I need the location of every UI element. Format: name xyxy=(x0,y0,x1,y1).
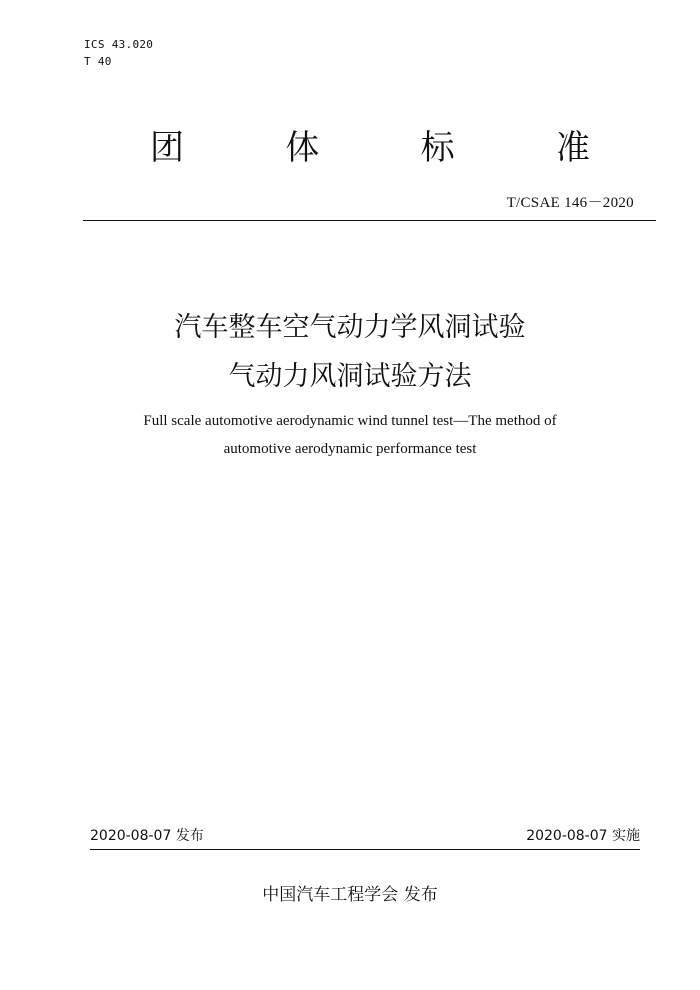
standard-type-char: 标 xyxy=(420,128,455,168)
standard-type-heading xyxy=(150,126,590,170)
standard-type-char: 准 xyxy=(555,128,590,168)
classification-codes xyxy=(84,36,153,70)
footer-divider xyxy=(90,849,640,850)
standard-number: T/CSAE 146－2020 xyxy=(506,195,634,211)
publisher: 中国汽车工程学会 发布 xyxy=(262,885,438,905)
title-zh-line2: 气动力风洞试验方法 xyxy=(228,361,472,392)
title-en-line2: automotive aerodynamic performance test xyxy=(223,441,477,457)
issue-date: 2020-08-07 发布 xyxy=(90,828,204,844)
standard-type-char: 体 xyxy=(285,128,320,168)
ccs-code: T 40 xyxy=(84,55,112,68)
header-divider xyxy=(83,220,656,221)
title-zh-line1: 汽车整车空气动力学风洞试验 xyxy=(174,312,526,343)
implement-date: 2020-08-07 实施 xyxy=(526,828,640,844)
ics-code: ICS 43.020 xyxy=(84,38,154,51)
title-en-line1: Full scale automotive aerodynamic wind tunnel test—The method of xyxy=(143,413,557,429)
standard-type-char: 团 xyxy=(150,128,184,168)
